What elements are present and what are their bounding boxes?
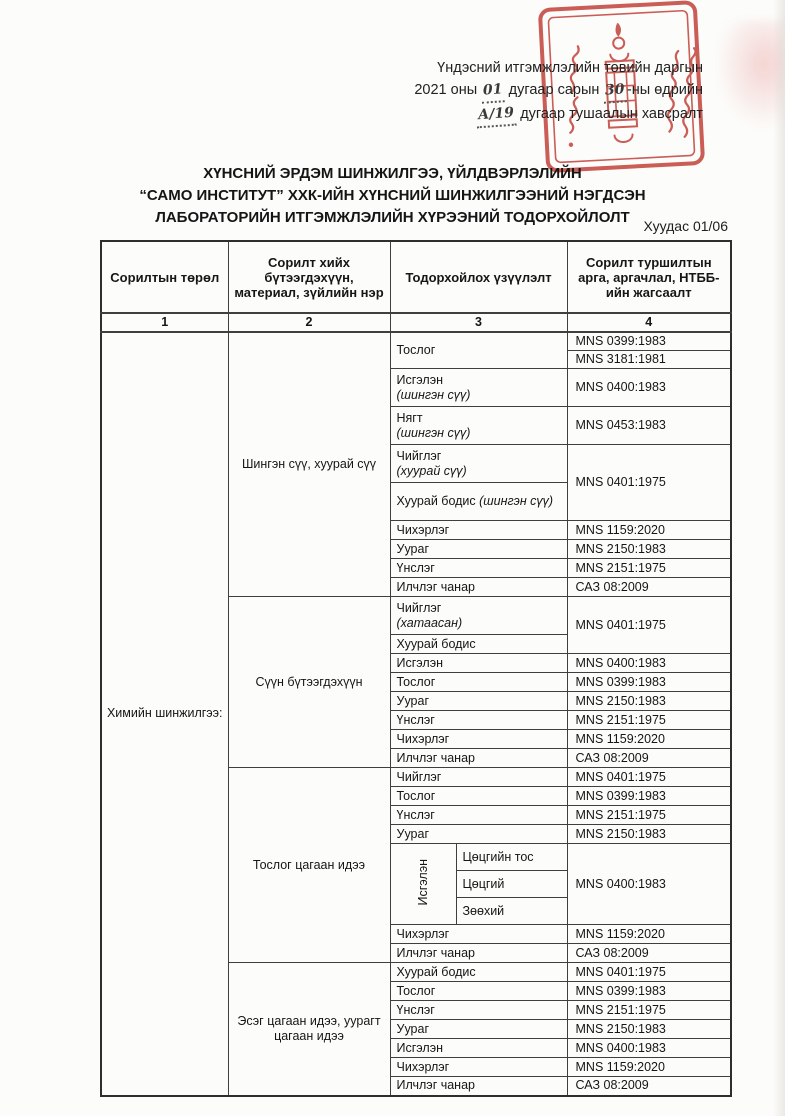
indicator-cell: Тослог bbox=[390, 787, 567, 806]
table-row bbox=[101, 332, 731, 351]
vertical-group-label: Исгэлэн bbox=[416, 858, 430, 906]
indicator-cell: Тослог bbox=[390, 673, 567, 692]
indicator-cell: Илчлэг чанар bbox=[390, 749, 567, 768]
decree-header-line3 bbox=[414, 103, 703, 127]
indicator-cell bbox=[390, 483, 567, 521]
indicator-subcell: Цөцгий bbox=[456, 871, 567, 898]
indicator-cell: Хуурай бодис bbox=[390, 635, 567, 654]
test-type-cell: Химийн шинжилгээ: bbox=[101, 332, 228, 1096]
indicator-cell: Хуурай бодис bbox=[390, 963, 567, 982]
title-line3: ЛАБОРАТОРИЙН ИТГЭМЖЛЭЛИЙН ХҮРЭЭНИЙ ТОДОРХОЙЛОЛТ bbox=[155, 209, 630, 226]
method-cell: MNS 1159:2020 bbox=[567, 521, 731, 540]
indicator-cell: Чихэрлэг bbox=[390, 730, 567, 749]
indicator-name: Хуурай бодис bbox=[396, 494, 476, 508]
method-cell: MNS 2151:1975 bbox=[567, 1001, 731, 1020]
decree-day-suffix: -ны өдрийн bbox=[626, 82, 703, 98]
indicator-cell bbox=[390, 597, 567, 635]
indicator-cell: Исгэлэн bbox=[390, 654, 567, 673]
indicator-group-cell bbox=[390, 844, 456, 925]
indicator-cell: Чийглэг bbox=[390, 768, 567, 787]
method-cell: MNS 0400:1983 bbox=[567, 369, 731, 407]
indicator-cell: Илчлэг чанар bbox=[390, 1077, 567, 1096]
decree-header bbox=[414, 57, 703, 127]
column-header-method: Сорилт туршилтын арга, аргачлал, НТББ-ийн жагсаалт bbox=[567, 241, 731, 313]
decree-month-text: дугаар сарын bbox=[508, 82, 600, 98]
method-cell: MNS 0399:1983 bbox=[567, 787, 731, 806]
table-header-row bbox=[101, 241, 731, 313]
indicator-note: (хуурай сүү) bbox=[396, 463, 467, 478]
handwritten-day-value: 30 bbox=[603, 78, 628, 104]
indicator-name: Нягт bbox=[396, 410, 423, 425]
method-cell: САЗ 08:2009 bbox=[567, 944, 731, 963]
indicator-cell: Илчлэг чанар bbox=[390, 578, 567, 597]
method-cell: MNS 0401:1975 bbox=[567, 597, 731, 654]
indicator-note: (шингэн сүү) bbox=[479, 494, 554, 508]
accreditation-scope-table bbox=[100, 240, 732, 1097]
product-cell: Сүүн бүтээгдэхүүн bbox=[228, 597, 390, 768]
decree-header-line1: Үндэсний итгэмжлэлийн төвийн даргын bbox=[437, 60, 703, 76]
column-header-test-type: Сорилтын төрөл bbox=[101, 241, 228, 313]
indicator-name: Исгэлэн bbox=[396, 372, 443, 387]
method-cell: MNS 2150:1983 bbox=[567, 540, 731, 559]
indicator-cell: Үнслэг bbox=[390, 1001, 567, 1020]
indicator-cell: Уураг bbox=[390, 1020, 567, 1039]
method-cell: MNS 0401:1975 bbox=[567, 445, 731, 521]
column-number-4: 4 bbox=[567, 313, 731, 332]
method-cell: MNS 2150:1983 bbox=[567, 1020, 731, 1039]
indicator-cell bbox=[390, 407, 567, 445]
indicator-note: (шингэн сүү) bbox=[396, 387, 471, 402]
method-cell: MNS 2151:1975 bbox=[567, 559, 731, 578]
document-title bbox=[40, 163, 745, 229]
method-cell: MNS 1159:2020 bbox=[567, 925, 731, 944]
indicator-cell: Уураг bbox=[390, 540, 567, 559]
method-cell: MNS 2150:1983 bbox=[567, 825, 731, 844]
indicator-cell: Үнслэг bbox=[390, 806, 567, 825]
handwritten-month-value: 01 bbox=[480, 78, 505, 104]
method-cell: MNS 0399:1983 bbox=[567, 673, 731, 692]
method-cell: MNS 0399:1983 bbox=[567, 332, 731, 351]
method-cell: САЗ 08:2009 bbox=[567, 1077, 731, 1096]
indicator-cell: Чихэрлэг bbox=[390, 1058, 567, 1077]
title-line1: ХҮНСНИЙ ЭРДЭМ ШИНЖИЛГЭЭ, ҮЙЛДВЭРЛЭЛИЙН bbox=[203, 165, 582, 182]
indicator-cell bbox=[390, 445, 567, 483]
indicator-subcell: Цөцгийн тос bbox=[456, 844, 567, 871]
method-cell: MNS 2151:1975 bbox=[567, 711, 731, 730]
indicator-name: Чийглэг bbox=[396, 600, 442, 615]
indicator-cell: Илчлэг чанар bbox=[390, 944, 567, 963]
column-number-row bbox=[101, 313, 731, 332]
method-cell: MNS 1159:2020 bbox=[567, 730, 731, 749]
indicator-subcell: Зөөхий bbox=[456, 898, 567, 925]
method-cell: MNS 2151:1975 bbox=[567, 806, 731, 825]
title-line2: “САМО ИНСТИТУТ” ХХК-ИЙН ХҮНСНИЙ ШИНЖИЛГЭЭНИЙ НЭГДСЭН bbox=[139, 187, 646, 204]
indicator-name: Чийглэг bbox=[396, 448, 442, 463]
column-header-product: Сорилт хийх бүтээгдэхүүн, материал, зүйлийн нэр bbox=[228, 241, 390, 313]
method-cell: MNS 2150:1983 bbox=[567, 692, 731, 711]
method-cell: САЗ 08:2009 bbox=[567, 749, 731, 768]
indicator-cell: Тослог bbox=[390, 982, 567, 1001]
indicator-cell: Уураг bbox=[390, 825, 567, 844]
indicator-cell: Үнслэг bbox=[390, 559, 567, 578]
handwritten-order-number: А/19 bbox=[475, 102, 517, 129]
indicator-note: (шингэн сүү) bbox=[396, 425, 471, 440]
method-cell: MNS 0400:1983 bbox=[567, 654, 731, 673]
page-number-label: Хуудас 01/06 bbox=[643, 218, 728, 234]
product-cell: Эсэг цагаан идээ, уурагт цагаан идээ bbox=[228, 963, 390, 1096]
column-header-indicator: Тодорхойлох үзүүлэлт bbox=[390, 241, 567, 313]
column-number-2: 2 bbox=[228, 313, 390, 332]
scan-edge-shadow bbox=[773, 0, 785, 1116]
product-cell: Шингэн сүү, хуурай сүү bbox=[228, 332, 390, 597]
indicator-cell: Чихэрлэг bbox=[390, 521, 567, 540]
decree-order-suffix: дугаар тушаалын хавсралт bbox=[520, 106, 703, 122]
decree-header-line2 bbox=[414, 79, 703, 103]
product-cell: Тослог цагаан идээ bbox=[228, 768, 390, 963]
indicator-cell bbox=[390, 369, 567, 407]
column-number-1: 1 bbox=[101, 313, 228, 332]
method-cell: MNS 0400:1983 bbox=[567, 1039, 731, 1058]
decree-year-text: 2021 оны bbox=[414, 82, 478, 98]
indicator-note: (хатаасан) bbox=[396, 615, 463, 630]
method-cell: MNS 1159:2020 bbox=[567, 1058, 731, 1077]
column-number-3: 3 bbox=[390, 313, 567, 332]
method-cell: САЗ 08:2009 bbox=[567, 578, 731, 597]
indicator-cell: Уураг bbox=[390, 692, 567, 711]
method-cell: MNS 0401:1975 bbox=[567, 963, 731, 982]
method-cell: MNS 3181:1981 bbox=[567, 351, 731, 369]
method-cell: MNS 0453:1983 bbox=[567, 407, 731, 445]
indicator-cell: Чихэрлэг bbox=[390, 925, 567, 944]
method-cell: MNS 0399:1983 bbox=[567, 982, 731, 1001]
method-cell: MNS 0400:1983 bbox=[567, 844, 731, 925]
indicator-cell: Тослог bbox=[390, 332, 567, 369]
indicator-cell: Үнслэг bbox=[390, 711, 567, 730]
method-cell: MNS 0401:1975 bbox=[567, 768, 731, 787]
indicator-cell: Исгэлэн bbox=[390, 1039, 567, 1058]
